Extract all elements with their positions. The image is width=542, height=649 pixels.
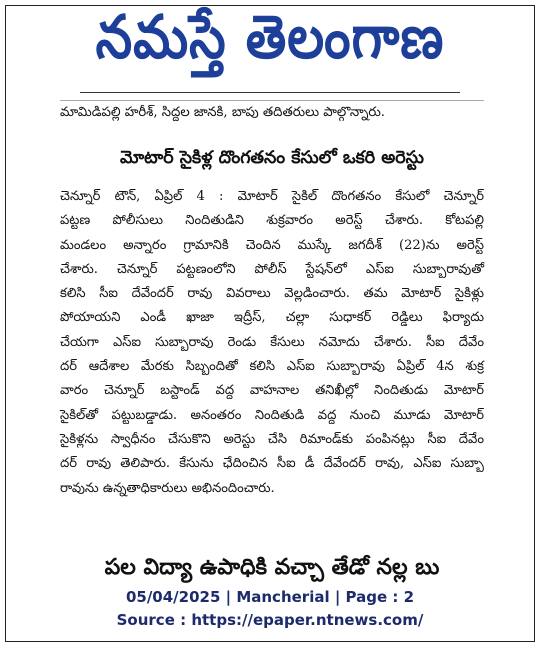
article-line: మండలం అన్నారం గ్రామానికి చెందిన ముస్కే జగదీశ్ (22)ను అరెస్ట్ (60, 237, 484, 253)
article-line: చెన్నూర్ టౌన్, ఏప్రిల్ 4 : మోటార్ సైకిల్ దొంగతనం కేసులో చెన్నూర్ (60, 189, 484, 204)
article-line: సైకిళ్లను స్వాధీనం చేసుకొని అరెస్టు చేసి రిమాండ్‌కు పంపినట్లు సీఐ దేవేం (60, 431, 484, 447)
previous-article-tail: మామిడిపల్లి హరీశ్, సిద్దల జానకి, బాపు తదితరులు పాల్గొన్నారు. (60, 105, 385, 120)
article-headline: మోటార్ సైకిళ్ల దొంగతనం కేసులో ఒకరి అరెస్టు (120, 148, 424, 168)
article-line: రావును ఉన్నతాధికారులు అభినందించారు. (60, 480, 275, 496)
article-line: దర్ రావు తెలిపారు. కేసును ఛేదించిన సీఐ డీ దేవేందర్ రావు, ఎస్ఐ సుబ్బా (60, 456, 484, 472)
article-line: సైకిల్‌తో పట్టుబడ్డాడు. అనంతరం నిందితుడి వద్ద నుంచి మూడు మోటార్ (60, 407, 484, 423)
article-line: వారం చెన్నూర్ బస్టాండ్ వద్ద వాహనాల తనిఖీల్లో నిందితుడు మోటార్ (60, 383, 484, 399)
article-line: కలిసి సీఐ దేవేందర్ రావు వివరాలు వెల్లడించారు. తమ మోటార్ సైకిళ్లు (60, 286, 484, 302)
edition-info: 05/04/2025 | Mancherial | Page : 2 (125, 588, 415, 606)
article-line: పట్టణ పోలీసులు నిందితుడిని శుక్రవారం అరెస్ట్ చేశారు. కోటపల్లి (60, 213, 484, 229)
source-link[interactable]: Source : https://epaper.ntnews.com/ (116, 611, 424, 629)
clipping-top-edge (60, 100, 484, 101)
newspaper-masthead (6, 3, 534, 84)
article-line: చేశారు. చెన్నూర్ పట్టణంలోని పోలీస్ స్టేషన్‌లో ఎస్ఐ సుబ్బారావుతో (60, 261, 484, 277)
masthead-title: నమస్తే తెలంగాణ (95, 3, 445, 73)
article-line: చేయగా ఎస్ఐ సుబ్బారావు రెండు కేసులు నమోదు చేశారు. సీఐ దేవేం (60, 334, 484, 350)
article-line: దర్ ఆదేశాల మేరకు సిబ్బందితో కలిసి ఎస్ఐ సుబ్బారావు ఏప్రిల్ 4న శుక్ర (60, 359, 484, 375)
masthead-rule (80, 92, 460, 93)
article-clipping (60, 100, 484, 580)
article-line: పోయాయని ఎండీ ఖాజా ఇద్రీస్, చల్లా సుధాకర్ రెడ్డిలు ఫిర్యాదు (60, 310, 484, 326)
next-article-headline-partial: పల విద్యా ఉపాధికి వచ్చా తేడో నల్ల బు (104, 555, 440, 580)
article-body (60, 185, 484, 501)
